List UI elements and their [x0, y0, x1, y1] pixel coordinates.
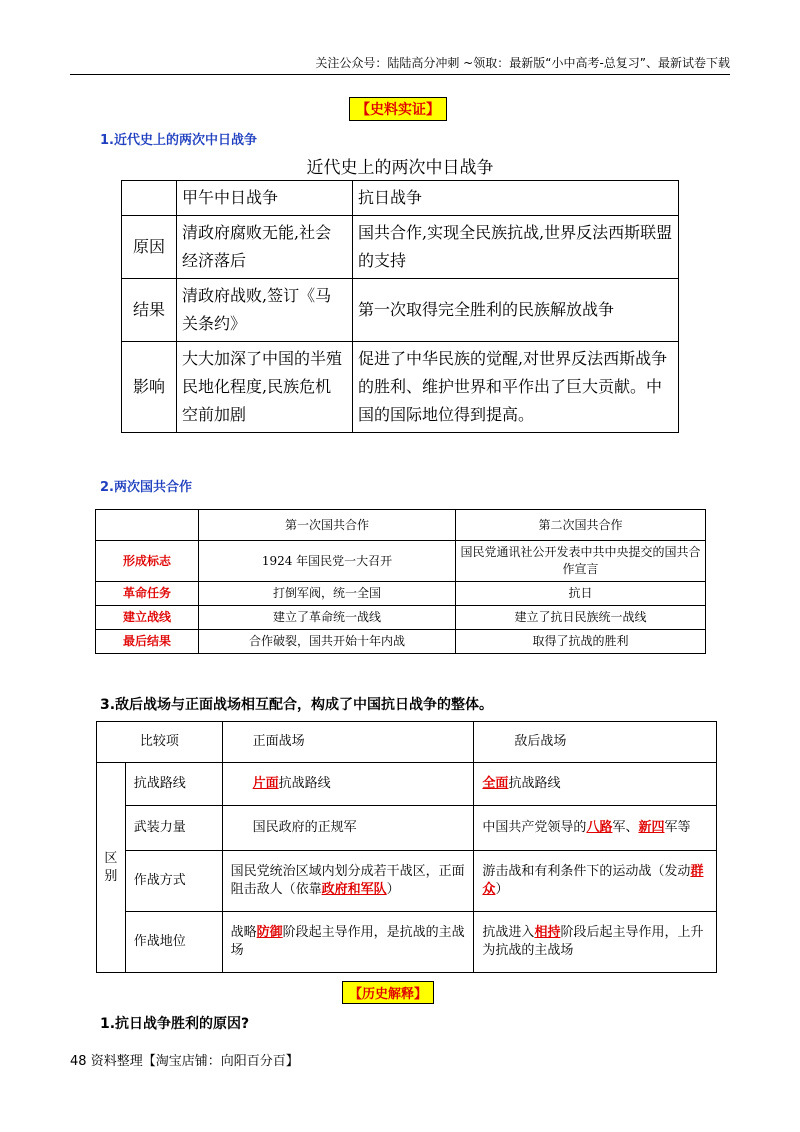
table-cell: [96, 510, 199, 541]
table-col-header: 敌后战场: [474, 722, 717, 763]
table-cell: [474, 912, 717, 973]
table-row: [122, 342, 679, 433]
wars-table: [121, 180, 679, 433]
table-row: [96, 630, 706, 654]
table-cell: 1924 年国民党一大召开: [199, 541, 456, 582]
table-cell: [122, 181, 177, 216]
emphasis-text: 片面: [252, 776, 279, 791]
table-col-header: 甲午中日战争: [177, 181, 353, 216]
table-cell: 打倒军阀，统一全国: [199, 582, 456, 606]
table-row-header: 最后结果: [96, 630, 199, 654]
cell-text: ）: [495, 882, 509, 897]
table-row-header: 原因: [122, 216, 177, 279]
cell-text: 战略: [230, 925, 257, 940]
table-row: [96, 541, 706, 582]
subsection-title-2: 2.两次国共合作: [100, 480, 192, 495]
footer-text: 资料整理【淘宝店铺：向阳百分百】: [90, 1054, 299, 1069]
table-cell: [474, 806, 717, 851]
table-row: [97, 851, 717, 912]
table-row: [97, 912, 717, 973]
table-cell: [222, 912, 474, 973]
cell-text: 中国共产党领导的: [482, 820, 587, 835]
emphasis-text: 政府和军队: [321, 882, 387, 897]
table-row: [96, 582, 706, 606]
battlefield-table: [96, 721, 717, 973]
table-row: [97, 806, 717, 851]
table-row-header: 作战地位: [125, 912, 222, 973]
table-cell: 国民党通讯社公开发表中共中央提交的国共合作宣言: [456, 541, 706, 582]
subsection-title-3: 3.敌后战场与正面战场相互配合，构成了中国抗日战争的整体。: [100, 697, 494, 713]
table-col-header: 抗日战争: [353, 181, 679, 216]
emphasis-text: 八路: [586, 820, 613, 835]
table-cell: 清政府腐败无能,社会经济落后: [177, 216, 353, 279]
cell-text: ）: [386, 882, 400, 897]
section-label-explanation: 【历史解释】: [342, 981, 434, 1004]
page-header: [70, 54, 730, 75]
cell-text: 国民党统治区域内划分成若干战区，正面阻击敌人（依靠: [230, 864, 465, 897]
table-row-header: 抗战路线: [125, 763, 222, 806]
table-cell: [474, 763, 717, 806]
table1-caption: 近代史上的两次中日战争: [306, 158, 494, 178]
table-cell: 国民政府的正规军: [222, 806, 474, 851]
subsection-title-1: 1.近代史上的两次中日战争: [100, 133, 257, 148]
table-row-header: 革命任务: [96, 582, 199, 606]
table-row-header: 形成标志: [96, 541, 199, 582]
table-col-header: 正面战场: [222, 722, 474, 763]
table-row-header: 武装力量: [125, 806, 222, 851]
cell-text: 军等: [664, 820, 691, 835]
emphasis-text: 全面: [482, 776, 509, 791]
emphasis-text: 相持: [534, 925, 561, 940]
cell-text: 游击战和有利条件下的运动战（发动: [482, 864, 691, 879]
table-cell: 大大加深了中国的半殖民地化程度,民族危机空前加剧: [177, 342, 353, 433]
table-cell: [474, 851, 717, 912]
table-row: [122, 279, 679, 342]
table-col-header: 第二次国共合作: [456, 510, 706, 541]
table-col-header: 第一次国共合作: [199, 510, 456, 541]
cell-text: 抗战路线: [508, 776, 561, 791]
subsection-title-4: 1.抗日战争胜利的原因?: [100, 1016, 250, 1032]
table-cell: [222, 763, 474, 806]
table-row: [122, 181, 679, 216]
page-number: 48: [70, 1054, 87, 1069]
table-row: [122, 216, 679, 279]
cell-text: 抗战路线: [278, 776, 331, 791]
emphasis-text: 新四: [638, 820, 665, 835]
table-row: [97, 722, 717, 763]
section-label-evidence: 【史料实证】: [349, 97, 447, 121]
table-cell: 促进了中华民族的觉醒,对世界反法西斯战争的胜利、维护世界和平作出了巨大贡献。中国的国际地位得到提高。: [353, 342, 679, 433]
table-cell: 清政府战败,签订《马关条约》: [177, 279, 353, 342]
header-text: 关注公众号：陆陆高分冲刺 ~领取：最新版“小中高考-总复习”、最新试卷下载: [315, 56, 730, 70]
table-cell: 取得了抗战的胜利: [456, 630, 706, 654]
table-row-header: 结果: [122, 279, 177, 342]
cell-text: 抗战进入: [482, 925, 535, 940]
cell-text: 阶段后起主导作用，上升为抗战的主战场: [482, 925, 704, 958]
table-col-header: 比较项: [97, 722, 223, 763]
table-group-header: 区别: [97, 763, 126, 973]
table-row-header: 作战方式: [125, 851, 222, 912]
table-cell: 建立了抗日民族统一战线: [456, 606, 706, 630]
table-cell: 第一次取得完全胜利的民族解放战争: [353, 279, 679, 342]
table-row-header: 建立战线: [96, 606, 199, 630]
table-row: [96, 510, 706, 541]
table-cell: 合作破裂，国共开始十年内战: [199, 630, 456, 654]
table-row: [96, 606, 706, 630]
cooperation-table: [95, 509, 706, 654]
cell-text: 阶段起主导作用，是抗战的主战场: [230, 925, 465, 958]
cell-text: 军、: [612, 820, 639, 835]
emphasis-text: 群众: [482, 864, 704, 897]
table-cell: 国共合作,实现全民族抗战,世界反法西斯联盟的支持: [353, 216, 679, 279]
table-cell: 建立了革命统一战线: [199, 606, 456, 630]
table-row-header: 影响: [122, 342, 177, 433]
page-footer: [70, 1050, 299, 1069]
emphasis-text: 防御: [256, 925, 283, 940]
table-row: [97, 763, 717, 806]
table-cell: 抗日: [456, 582, 706, 606]
table-cell: [222, 851, 474, 912]
